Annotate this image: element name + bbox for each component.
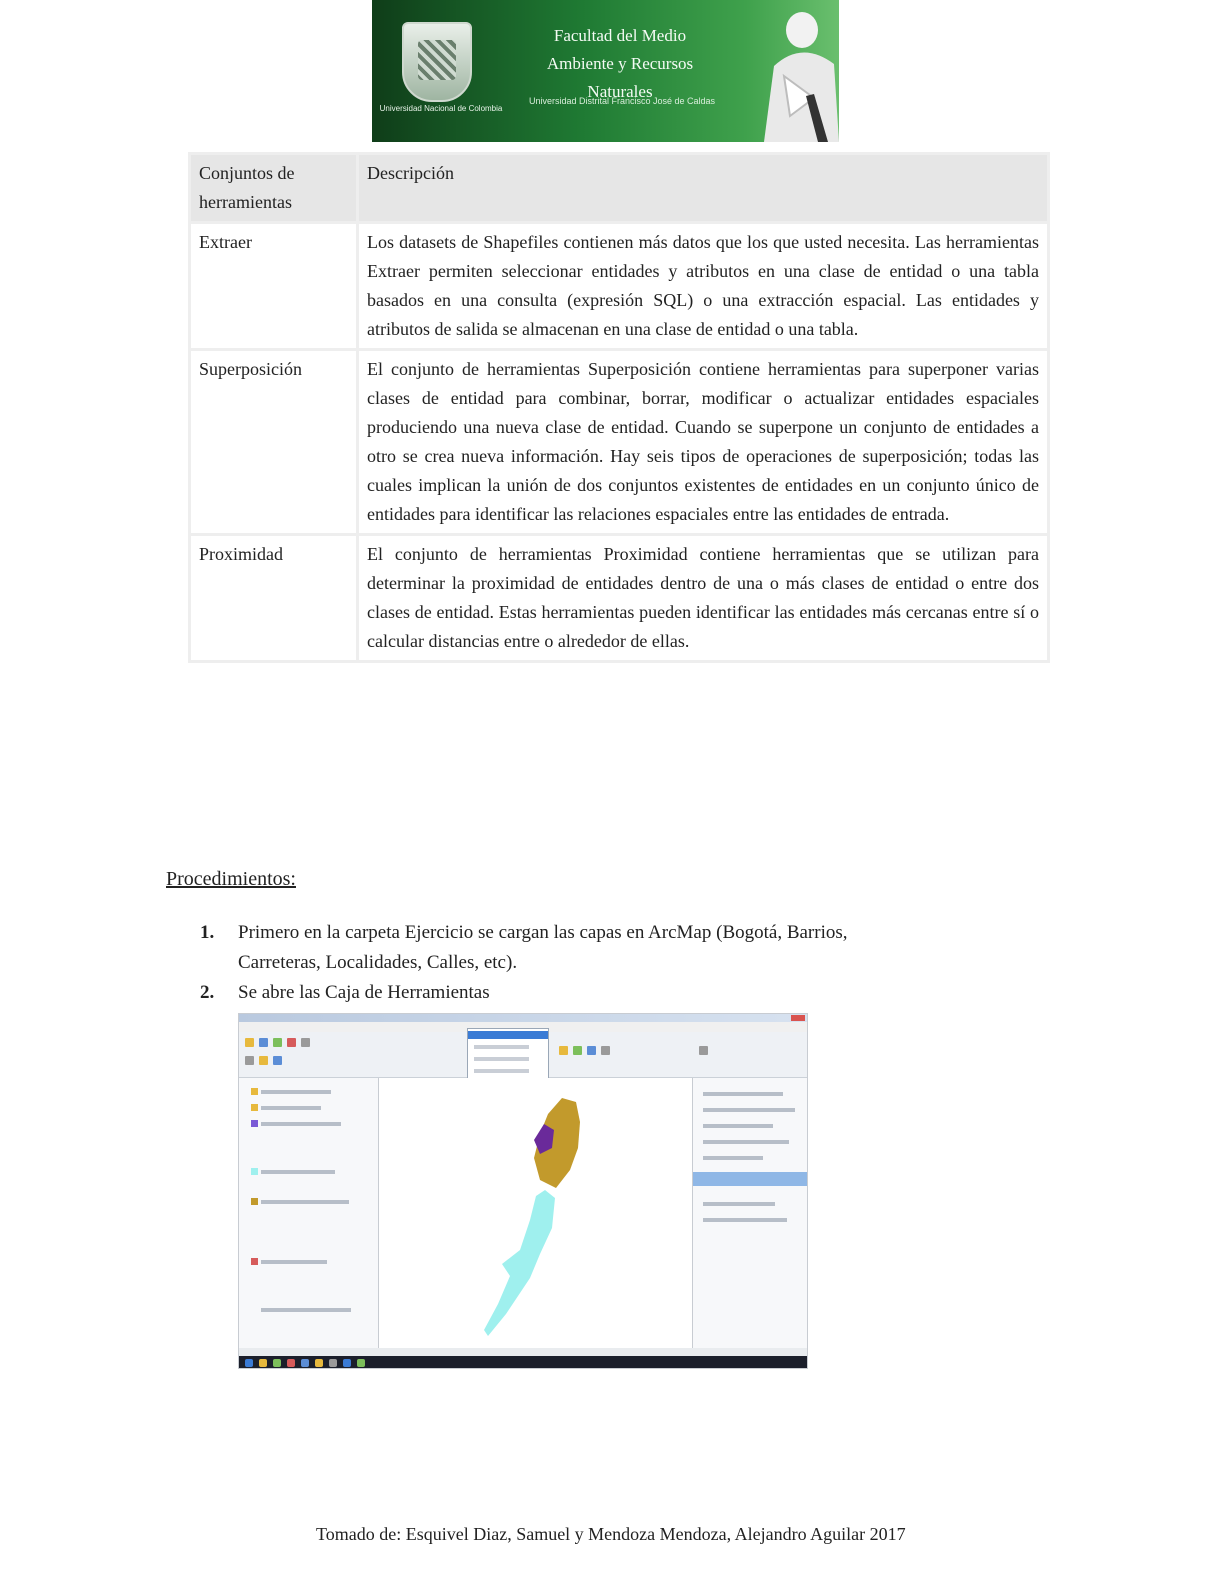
toolsets-table [188,152,1050,663]
table-row [190,350,1049,535]
catalog-entry [703,1124,773,1128]
crest-caption: Universidad Nacional de Colombia [379,104,503,113]
catalog-entry [703,1108,795,1112]
dropdown-row [474,1057,529,1061]
layer-entry [261,1090,331,1094]
toolset-name: Superposición [190,350,358,535]
toolset-description: El conjunto de herramientas Proximidad contiene herramientas que se utilizan para determinar la proximidad de entidades dentro de una o más clases de entidad o entre dos clases de entidad. Estas herramientas pueden identificar las entidades más cercanas entre sí o calcular distancias entre o alrededor de ellas. [358,535,1049,662]
banner-subtitle: Universidad Distrital Francisco José de Caldas [528,96,716,106]
layer-entry [261,1106,321,1110]
layer-entry [261,1200,349,1204]
table-row [190,535,1049,662]
step-number: 1. [200,922,215,943]
table-header-row [190,154,1049,223]
banner-title-line-1: Facultad del Medio [553,26,687,45]
step-text: Primero en la carpeta Ejercicio se cargan las capas en ArcMap (Bogotá, Barrios, Carreteras, Localidades, Calles, etc). [238,922,848,973]
header-banner [372,0,839,142]
status-bar [239,1348,807,1356]
toolbar-icon [573,1046,582,1055]
toolset-description: El conjunto de herramientas Superposición contiene herramientas para superponer varias clases de entidad para combinar, borrar, modificar o actualizar entidades espaciales produciendo una nueva clase de entidad. Cuando se superpone un conjunto de entidades a otro se crea nueva información. Hay seis tipos de operaciones de superposición; todas las cuales implican la unión de dos conjuntos existentes de entidades en un conjunto único de entidades para identificar las relaciones espaciales entre las entidades de entrada. [358,350,1049,535]
toolbar-icon [273,1056,282,1065]
toolset-name: Proximidad [190,535,358,662]
footer-citation: Tomado de: Esquivel Diaz, Samuel y Mendoza Mendoza, Alejandro Aguilar 2017 [316,1524,906,1544]
header-description: Descripción [358,154,1049,223]
catalog-selection [693,1172,808,1186]
layer-swatch-icon [251,1088,258,1095]
layer-entry [261,1122,341,1126]
toolbar-icon [559,1046,568,1055]
close-icon [791,1015,805,1021]
windows-taskbar [239,1356,807,1369]
layer-swatch-icon [251,1168,258,1175]
toolbar-icon [245,1038,254,1047]
dropdown-menu [467,1028,549,1084]
taskbar-icon [343,1359,351,1367]
step-number: 2. [200,982,215,1003]
toolbar-icon [587,1046,596,1055]
taskbar-icon [329,1359,337,1367]
toolbar-icon [301,1038,310,1047]
catalog-entry [703,1092,783,1096]
banner-title-line-3: Naturales [587,82,653,101]
table-of-contents-panel [239,1078,379,1348]
banner-title [500,22,740,106]
list-item [200,918,900,978]
taskbar-icon [259,1359,267,1367]
procedure-steps [200,918,900,1008]
taskbar-icon [315,1359,323,1367]
layer-swatch-icon [251,1198,258,1205]
taskbar-icon [245,1359,253,1367]
layer-entry [261,1170,335,1174]
dropdown-row [474,1045,529,1049]
taskbar-icon [273,1359,281,1367]
taskbar-icon [357,1359,365,1367]
toolbar-icon [259,1056,268,1065]
dropdown-row [474,1069,529,1073]
catalog-entry [703,1140,789,1144]
river-polygon [484,1190,555,1336]
catalog-entry [703,1156,763,1160]
table-row [190,223,1049,350]
toolbar-icon [699,1046,708,1055]
layer-swatch-icon [251,1104,258,1111]
window-titlebar [239,1014,807,1022]
catalog-entry [703,1202,775,1206]
toolbar-icon [287,1038,296,1047]
arcmap-screenshot [238,1013,808,1369]
layer-swatch-icon [251,1120,258,1127]
dropdown-highlight [468,1031,548,1039]
layer-entry [261,1260,327,1264]
map-view [380,1078,692,1348]
catalog-panel [692,1078,808,1348]
toolbar-icon [273,1038,282,1047]
portrait-illustration-icon [744,6,839,142]
section-title: Procedimientos: [166,868,296,890]
catalog-entry [703,1218,787,1222]
layer-entry [261,1308,351,1312]
toolbar-icon [601,1046,610,1055]
toolset-name: Extraer [190,223,358,350]
taskbar-icon [287,1359,295,1367]
toolbar-icon [245,1056,254,1065]
list-item [200,978,900,1008]
toolbar-icon [259,1038,268,1047]
layer-swatch-icon [251,1258,258,1265]
crest-icon [402,22,472,102]
step-text: Se abre las Caja de Herramientas [238,982,490,1003]
banner-title-line-2: Ambiente y Recursos [546,54,694,73]
taskbar-icon [301,1359,309,1367]
toolset-description: Los datasets de Shapefiles contienen más datos que los que usted necesita. Las herramientas Extraer permiten seleccionar entidades y atributos en una clase de entidad o una tabla basados en una consulta (expresión SQL) o una extracción espacial. Las entidades y atributos de salida se almacenan en una clase de entidad o una tabla. [358,223,1049,350]
header-toolsets: Conjuntos de herramientas [190,154,358,223]
